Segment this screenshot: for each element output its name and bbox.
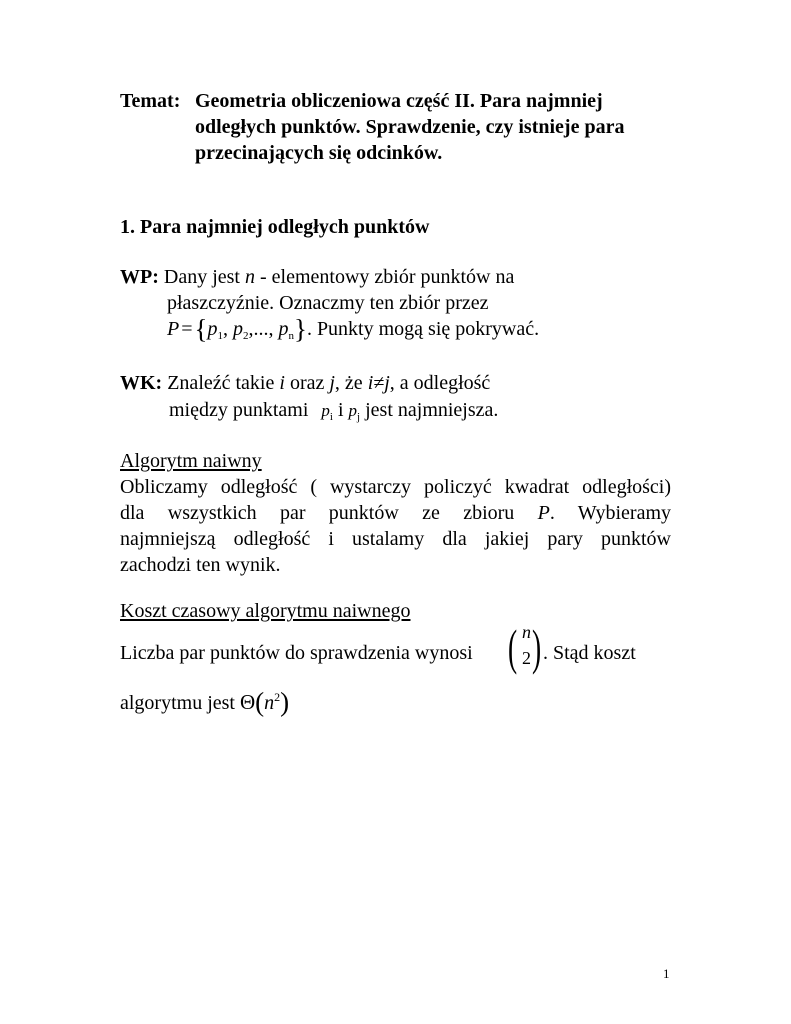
- binomial-right-paren: ): [532, 619, 542, 675]
- wk-sub-i: i: [329, 411, 333, 423]
- wp-line-3-tail: . Punkty mogą się pokrywać.: [306, 318, 540, 340]
- naive-heading: Algorytm naiwny: [120, 450, 262, 472]
- wk-text-a: Znaleźć takie: [167, 372, 275, 394]
- set-p2: p: [232, 318, 243, 340]
- set-sub-n: n: [288, 330, 294, 342]
- wk-inequality: i≠j: [367, 372, 390, 394]
- wk-label: WK:: [120, 372, 163, 394]
- theta-exponent: 2: [274, 690, 281, 704]
- wk-line-2-and: i: [337, 399, 344, 421]
- wp-line-2: płaszczyźnie. Oznaczmy ten zbiór przez: [167, 292, 489, 314]
- naive-line-2-b: . Wybieramy: [549, 502, 672, 524]
- cost-line-2: [120, 684, 289, 716]
- wp-var-n: n: [244, 266, 255, 288]
- theta-var-n: n: [264, 692, 275, 714]
- set-p1: p: [207, 318, 218, 340]
- binomial-top: n: [522, 622, 531, 642]
- wk-var-j: j: [329, 372, 335, 394]
- binomial-bottom: 2: [522, 648, 531, 668]
- binomial-left-paren: (: [508, 619, 518, 675]
- wk-line-2: [169, 397, 498, 430]
- set-name: P: [167, 318, 180, 340]
- wk-p-j: p: [348, 401, 358, 420]
- title-line-1: Geometria obliczeniowa część II. Para najmniej: [195, 90, 603, 112]
- wk-sub-j: j: [357, 411, 361, 423]
- theta-open-paren: (: [255, 687, 265, 717]
- wk-text-c: , że: [334, 372, 363, 394]
- cost-line-2-text: algorytmu jest: [120, 692, 235, 714]
- set-pn: p: [278, 318, 289, 340]
- section-heading: 1. Para najmniej odległych punktów: [120, 216, 430, 238]
- wp-line-3: $P =\{p_1$, $p_2$,..., $p_n$}. Punkty mogą się pokrywać.: [167, 314, 540, 344]
- wk-text-d: , a odległość: [389, 372, 491, 394]
- title-line-3: przecinających się odcinków.: [195, 142, 443, 164]
- naive-var-p: P: [537, 502, 550, 524]
- cost-heading: Koszt czasowy algorytmu naiwnego: [120, 600, 411, 622]
- naive-line-4: zachodzi ten wynik.: [120, 554, 281, 576]
- set-sub-2: 2: [242, 330, 249, 342]
- set-dots: ,...,: [248, 318, 274, 340]
- set-sub-1: 1: [217, 330, 223, 342]
- naive-line-2: [120, 500, 671, 526]
- wp-line-1: [120, 264, 514, 290]
- wk-text-b: oraz: [289, 372, 325, 394]
- set-open-brace: {: [194, 314, 208, 344]
- cost-line-1-tail: . Stąd koszt: [543, 642, 636, 664]
- wk-line-2-a: między punktami: [169, 399, 309, 421]
- binomial-coefficient: [508, 619, 544, 678]
- wk-line-1: [120, 370, 490, 396]
- cost-line-1-text: Liczba par punktów do sprawdzenia wynosi: [120, 642, 473, 664]
- naive-line-3: najmniejszą odległość i ustalamy dla jakiej pary punktów: [120, 528, 671, 550]
- wk-var-i: i: [279, 372, 285, 394]
- set-equals: =: [181, 318, 193, 340]
- title-label: Temat:: [120, 90, 181, 112]
- wp-label: WP:: [120, 266, 159, 288]
- wk-line-2-b: jest najmniejsza.: [365, 399, 499, 421]
- naive-line-2-a: dla wszystkich par punktów ze zbioru: [120, 502, 515, 524]
- title-line-2: odległych punktów. Sprawdzenie, czy istnieje para: [195, 116, 625, 138]
- set-close-brace: }: [293, 314, 307, 344]
- page-number: 1: [663, 966, 670, 981]
- wp-text-a: Dany jest: [163, 266, 240, 288]
- wk-p-i: p: [321, 401, 330, 420]
- naive-paragraph: [120, 474, 671, 578]
- wp-text-b: - elementowy zbiór punktów na: [259, 266, 515, 288]
- theta-close-paren: ): [280, 687, 290, 717]
- naive-line-1: Obliczamy odległość ( wystarczy policzyć kwadrat odległości): [120, 476, 671, 498]
- theta-symbol: Θ: [239, 690, 256, 714]
